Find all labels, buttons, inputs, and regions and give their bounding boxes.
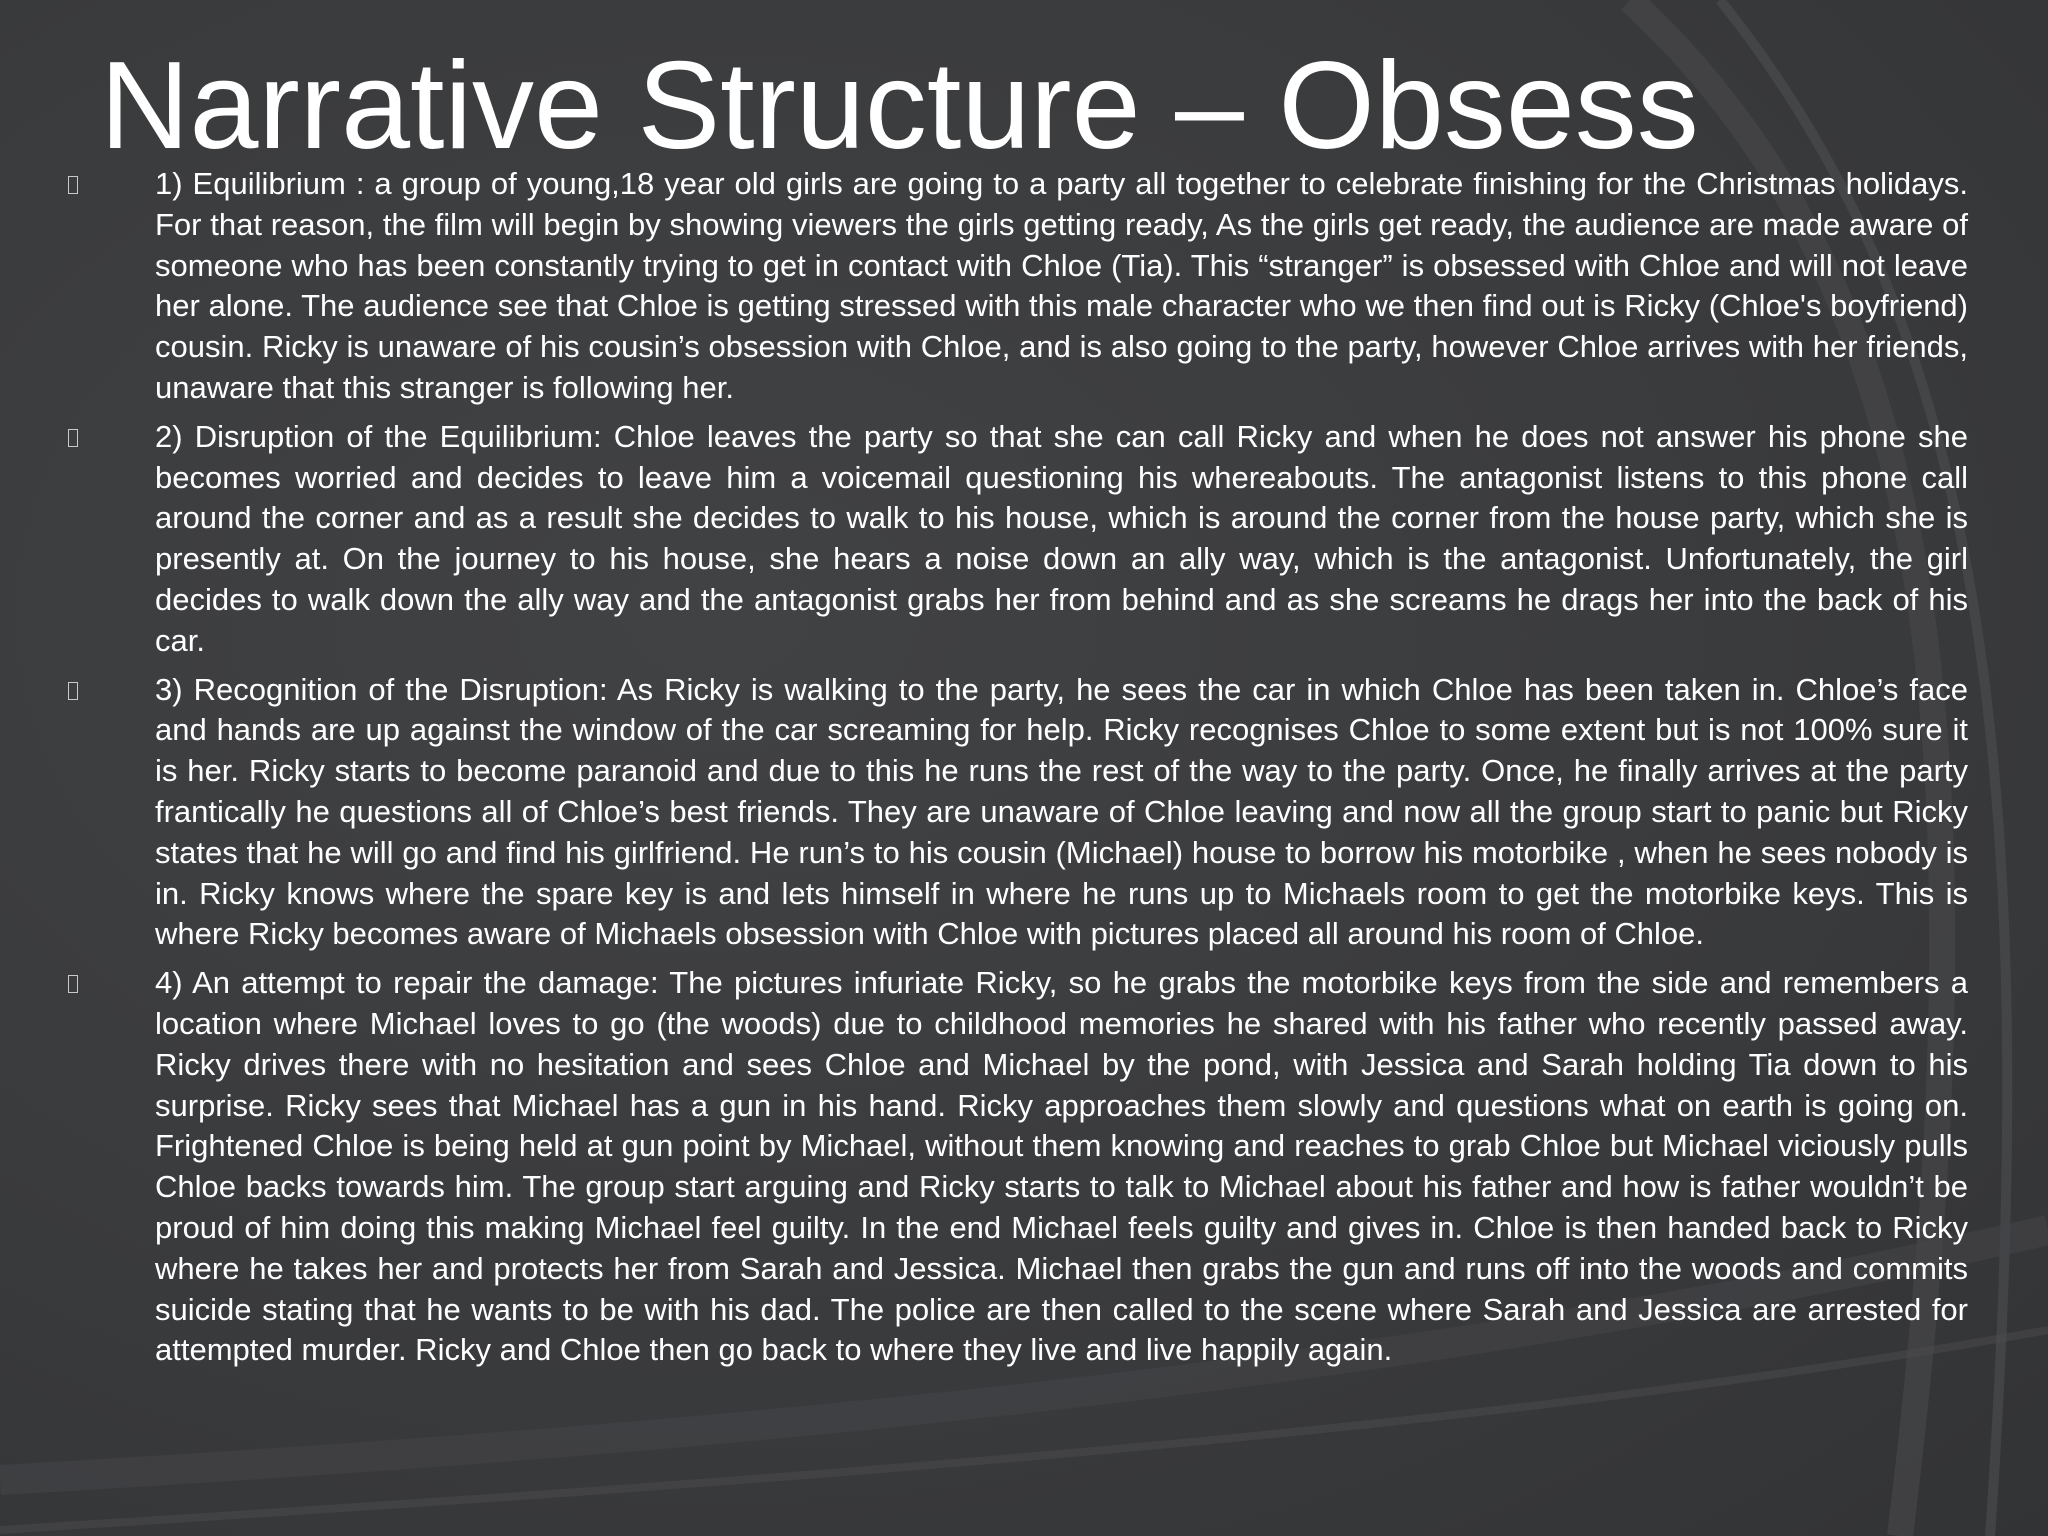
bullet-item-disruption [60,417,1968,662]
bullet-item-recognition [60,670,1968,956]
bullet-text: 3) Recognition of the Disruption: As Ricky is walking to the party, he sees the car in which Chloe has been taken in. Chloe’s face and hands are up against the window of the car screaming for help. Ricky recognises Chloe to some extent but is not 100% sure it is her. Ricky starts to become paranoid and due to this he runs the rest of the way to the party. Once, he finally arrives at the party frantically he questions all of Chloe’s best friends. They are unaware of Chloe leaving and now all the group start to panic but Ricky states that he will go and find his girlfriend. He run’s to his cousin (Michael) house to borrow his motorbike , when he sees nobody is in. Ricky knows where the spare key is and lets himself in where he runs up to Michaels room to get the motorbike keys. This is where Ricky becomes aware of Michaels obsession with Chloe with pictures placed all around his room of Chloe. [155,671,1968,952]
slide-title: Narrative Structure – Obsess [100,37,1699,175]
bullet-text: 4) An attempt to repair the damage: The pictures infuriate Ricky, so he grabs the motorbike keys from the side and remembers a location where Michael loves to go (the woods) due to childhood memories he shared with his father who recently passed away. Ricky drives there with no hesitation and sees Chloe and Michael by the pond, with Jessica and Sarah holding Tia down to his surprise. Ricky sees that Michael has a gun in his hand. Ricky approaches them slowly and questions what on earth is going on. Frightened Chloe is being held at gun point by Michael, without them knowing and reaches to grab Chloe but Michael viciously pulls Chloe backs towards him. The group start arguing and Ricky starts to talk to Michael about his father and how is father wouldn’t be proud of him doing this making Michael feel guilty. In the end Michael feels guilty and gives in. Chloe is then handed back to Ricky where he takes her and protects her from Sarah and Jessica. Michael then grabs the gun and runs off into the woods and commits suicide stating that he wants to be with his dad. The police are then called to the scene where Sarah and Jessica are arrested for attempted murder. Ricky and Chloe then go back to where they live and live happily again. [155,965,1968,1368]
square-outline-bullet-icon [68,176,78,194]
bullet-text: 2) Disruption of the Equilibrium: Chloe leaves the party so that she can call Ricky and when he does not answer his phone she becomes worried and decides to leave him a voicemail questioning his whereabouts. The antagonist listens to this phone call around the corner and as a result she decides to walk to his house, which is around the corner from the house party, which she is presently at. On the journey to his house, she hears a noise down an ally way, which is the antagonist. Unfortunately, the girl decides to walk down the ally way and the antagonist grabs her from behind and as she screams he drags her into the back of his car. [155,418,1968,658]
bullet-item-equilibrium [60,164,1968,409]
bullet-item-repair-attempt [60,963,1968,1371]
bullet-text: 1) Equilibrium : a group of young,18 year old girls are going to a party all together to celebrate finishing for the Christmas holidays. For that reason, the film will begin by showing viewers the girls getting ready, As the girls get ready, the audience are made aware of someone who has been constantly trying to get in contact with Chloe (Tia). This “stranger” is obsessed with Chloe and will not leave her alone. The audience see that Chloe is getting stressed with this male character who we then find out is Ricky (Chloe's boyfriend) cousin. Ricky is unaware of his cousin’s obsession with Chloe, and is also going to the party, however Chloe arrives with her friends, unaware that this stranger is following her. [155,166,1968,405]
square-outline-bullet-icon [68,975,78,993]
square-outline-bullet-icon [68,429,78,447]
square-outline-bullet-icon [68,682,78,700]
bullet-list [60,164,1968,1379]
